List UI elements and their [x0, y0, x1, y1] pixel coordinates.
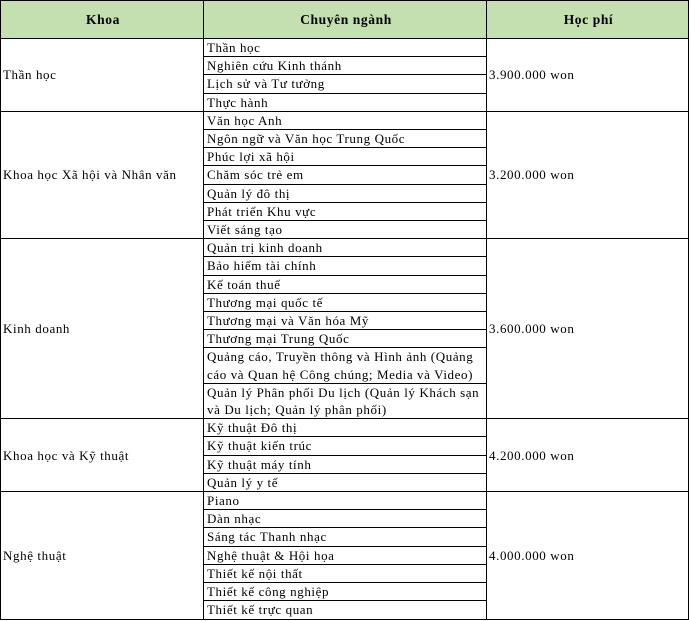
major-cell: Piano — [204, 492, 487, 510]
major-cell: Quản lý y tế — [204, 473, 487, 491]
major-cell: Thương mại quốc tế — [204, 293, 487, 311]
major-cell: Kỹ thuật Đô thị — [204, 419, 487, 437]
major-cell: Thiết kế trực quan — [204, 601, 487, 619]
major-cell: Nghệ thuật & Hội họa — [204, 546, 487, 564]
major-cell: Thương mại Trung Quốc — [204, 330, 487, 348]
table-row — [1, 39, 689, 57]
major-cell: Quản lý đô thị — [204, 184, 487, 202]
fee-cell: 3.200.000 won — [487, 111, 689, 238]
major-cell: Chăm sóc trẻ em — [204, 166, 487, 184]
faculty-cell: Khoa học Xã hội và Nhân văn — [1, 111, 204, 238]
faculty-cell: Kinh doanh — [1, 239, 204, 419]
major-cell: Phúc lợi xã hội — [204, 148, 487, 166]
major-cell: Thiết kế nội thất — [204, 564, 487, 582]
table-row — [1, 419, 689, 437]
major-cell: Viết sáng tạo — [204, 221, 487, 239]
major-cell: Kế toán thuế — [204, 275, 487, 293]
major-cell: Thần học — [204, 39, 487, 57]
major-cell: Nghiên cứu Kinh thánh — [204, 57, 487, 75]
fee-cell: 4.200.000 won — [487, 419, 689, 492]
table-header — [1, 1, 689, 39]
header-major: Chuyên ngành — [204, 1, 487, 39]
major-cell: Thực hành — [204, 93, 487, 111]
major-cell: Quản trị kinh doanh — [204, 239, 487, 257]
major-cell: Quảng cáo, Truyền thông và Hình ảnh (Quảng cáo và Quan hệ Công chúng; Media và Video) — [204, 348, 487, 383]
major-cell: Thiết kế công nghiệp — [204, 583, 487, 601]
major-cell: Văn học Anh — [204, 111, 487, 129]
fee-cell: 3.600.000 won — [487, 239, 689, 419]
faculty-cell: Thần học — [1, 39, 204, 112]
major-cell: Ngôn ngữ và Văn học Trung Quốc — [204, 130, 487, 148]
table-body — [1, 39, 689, 620]
table-row — [1, 111, 689, 129]
header-row — [1, 1, 689, 39]
header-fee: Học phí — [487, 1, 689, 39]
major-cell: Kỹ thuật máy tính — [204, 455, 487, 473]
major-cell: Kỹ thuật kiến trúc — [204, 437, 487, 455]
major-cell: Thương mại và Văn hóa Mỹ — [204, 312, 487, 330]
faculty-cell: Nghệ thuật — [1, 492, 204, 619]
table-row — [1, 492, 689, 510]
major-cell: Quản lý Phân phối Du lịch (Quản lý Khách sạn và Du lịch; Quản lý phân phối) — [204, 383, 487, 418]
major-cell: Bảo hiểm tài chính — [204, 257, 487, 275]
header-faculty: Khoa — [1, 1, 204, 39]
major-cell: Phát triển Khu vực — [204, 202, 487, 220]
fee-cell: 3.900.000 won — [487, 39, 689, 112]
faculty-cell: Khoa học và Kỹ thuật — [1, 419, 204, 492]
table-row — [1, 239, 689, 257]
major-cell: Lịch sử và Tư tưởng — [204, 75, 487, 93]
fee-cell: 4.000.000 won — [487, 492, 689, 619]
major-cell: Sáng tác Thanh nhạc — [204, 528, 487, 546]
major-cell: Dàn nhạc — [204, 510, 487, 528]
